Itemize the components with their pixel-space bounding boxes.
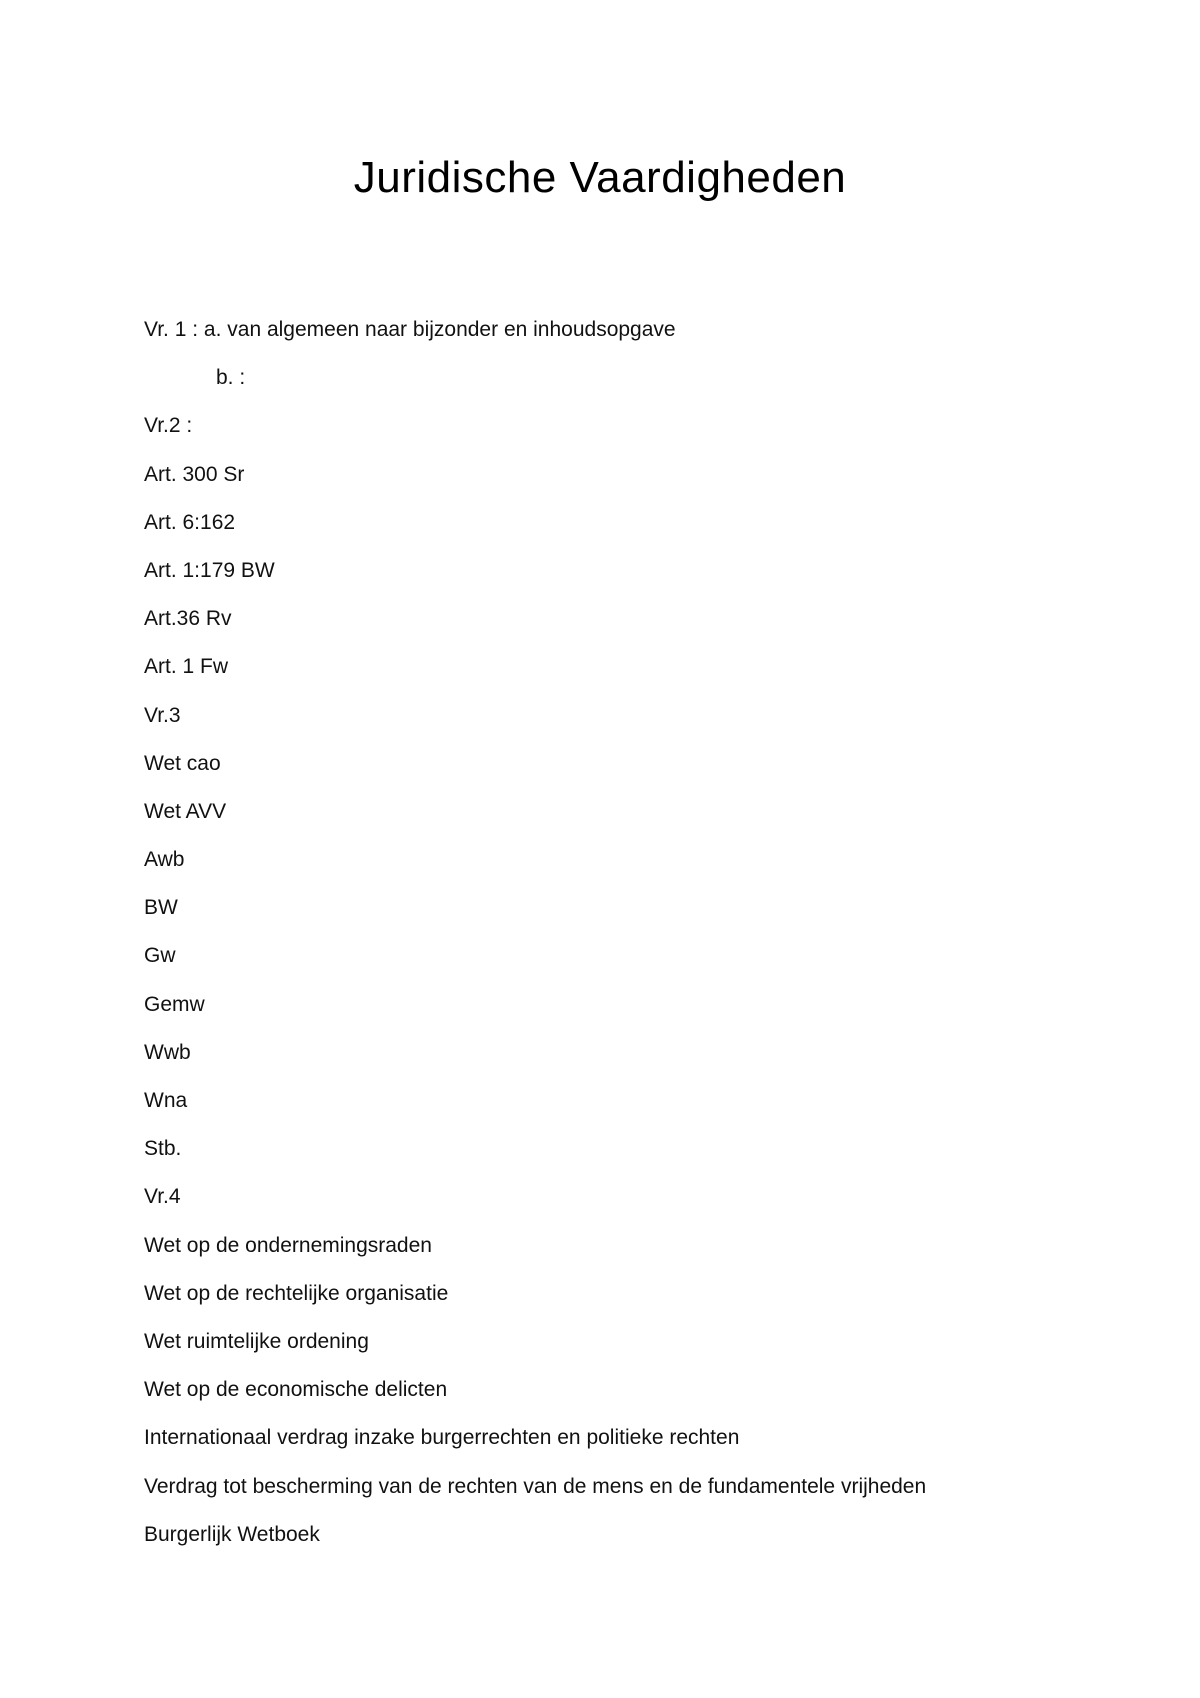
document-line: Wet cao (144, 751, 221, 775)
document-line: Wwb (144, 1040, 191, 1064)
document-line: Art. 6:162 (144, 510, 236, 534)
document-line: Burgerlijk Wetboek (144, 1522, 320, 1546)
document-line: BW (144, 896, 178, 920)
document-line: Wet op de economische delicten (144, 1378, 448, 1402)
document-line: Awb (144, 848, 185, 872)
document-line: Wet op de rechtelijke organisatie (144, 1281, 449, 1305)
document-line: Wet AVV (144, 799, 227, 823)
document-line: Wna (144, 1089, 188, 1112)
document-line: Vr.3 (144, 703, 181, 727)
document-lines (144, 315, 1144, 1568)
document-line: Art. 300 Sr (144, 462, 245, 486)
document-line: Wet op de ondernemingsraden (144, 1233, 432, 1257)
document-line: Gw (144, 944, 176, 968)
document-line: b. : (216, 366, 246, 390)
document-line: Art. 1 Fw (144, 655, 229, 679)
document-line: Art.36 Rv (144, 607, 232, 631)
document-line: Stb. (144, 1137, 182, 1161)
document-line: Vr.2 : (144, 414, 193, 438)
document-line: Internationaal verdrag inzake burgerrechten en politieke rechten (144, 1426, 740, 1450)
document-line: Verdrag tot bescherming van de rechten van de mens en de fundamentele vrijheden (144, 1474, 927, 1498)
document-line: Vr.4 (144, 1185, 181, 1209)
document-line: Art. 1:179 BW (144, 558, 275, 582)
document-title: Juridische Vaardigheden (353, 153, 847, 202)
document-line: Wet ruimtelijke ordening (144, 1329, 369, 1353)
document-line: Gemw (144, 992, 205, 1016)
document-line: Vr. 1 : a. van algemeen naar bijzonder en inhoudsopgave (144, 318, 676, 341)
